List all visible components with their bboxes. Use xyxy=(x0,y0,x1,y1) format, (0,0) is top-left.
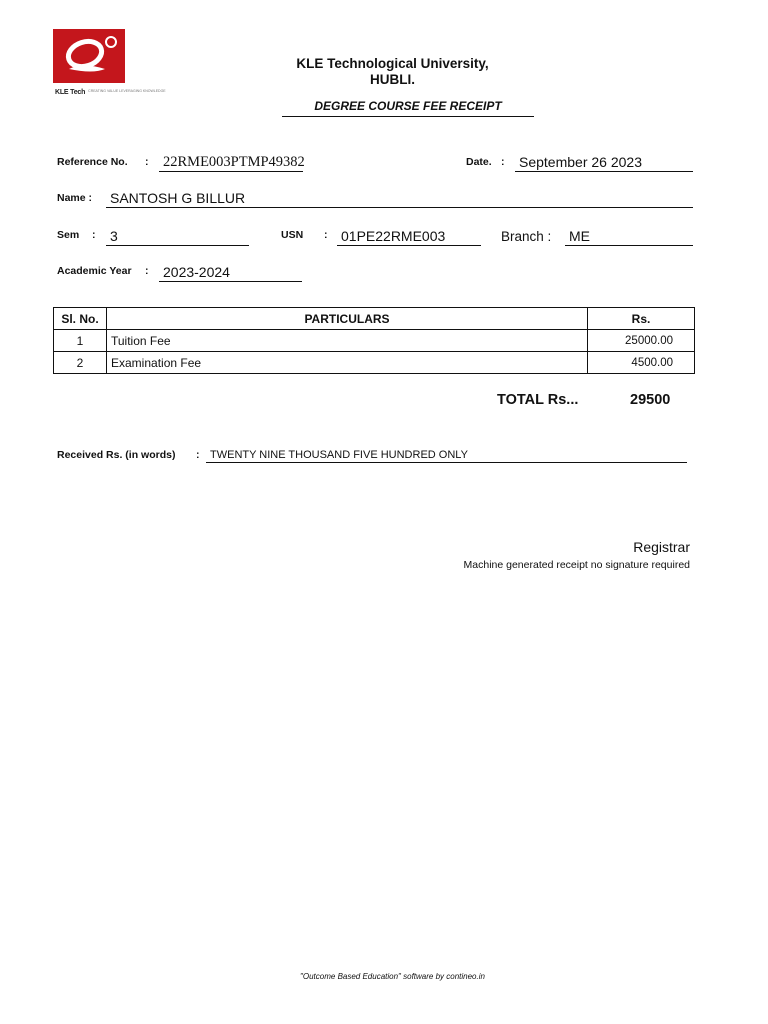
table-row xyxy=(54,352,695,374)
received-separator: : xyxy=(196,449,200,461)
footer-note: "Outcome Based Education" software by contineo.in xyxy=(300,972,485,981)
university-name xyxy=(200,56,585,88)
received-label: Received Rs. (in words) xyxy=(57,449,176,461)
usn-value: 01PE22RME003 xyxy=(337,228,481,246)
total-value: 29500 xyxy=(630,392,671,408)
registrar-label: Registrar xyxy=(633,539,690,555)
academic-year-value: 2023-2024 xyxy=(159,264,302,282)
row-sl-no: 2 xyxy=(54,352,107,374)
machine-generated-note: Machine generated receipt no signature required xyxy=(463,559,690,571)
university-logo xyxy=(53,29,125,83)
table-row xyxy=(54,330,695,352)
header-particulars: PARTICULARS xyxy=(107,308,588,330)
reference-value: 22RME003PTMP49382 xyxy=(159,154,303,172)
sem-separator: : xyxy=(92,229,96,241)
usn-label: USN xyxy=(281,229,304,241)
name-label: Name : xyxy=(57,192,93,204)
branch-value: ME xyxy=(565,228,693,246)
logo-tagline: CREATING VALUE LEVERAGING KNOWLEDGE xyxy=(88,89,166,94)
received-value: TWENTY NINE THOUSAND FIVE HUNDRED ONLY xyxy=(206,448,687,463)
academic-year-separator: : xyxy=(145,265,149,277)
fee-table-header xyxy=(54,308,695,330)
sem-label: Sem xyxy=(57,229,80,241)
q-logo-icon xyxy=(53,29,125,83)
reference-label: Reference No. xyxy=(57,156,128,168)
date-value: September 26 2023 xyxy=(515,154,693,172)
row-particular: Examination Fee xyxy=(107,352,588,374)
row-amount: 25000.00 xyxy=(588,330,695,352)
name-value: SANTOSH G BILLUR xyxy=(106,190,693,208)
academic-year-label: Academic Year xyxy=(57,265,132,277)
row-amount: 4500.00 xyxy=(588,352,695,374)
date-separator: : xyxy=(501,156,505,168)
sem-value: 3 xyxy=(106,228,249,246)
header-sl-no: Sl. No. xyxy=(54,308,107,330)
branch-label: Branch : xyxy=(501,229,552,244)
university-line1: KLE Technological University, xyxy=(296,56,489,71)
logo-caption xyxy=(55,89,166,96)
usn-separator: : xyxy=(324,229,328,241)
reference-separator: : xyxy=(145,156,149,168)
row-sl-no: 1 xyxy=(54,330,107,352)
fee-table xyxy=(53,307,695,374)
receipt-title: DEGREE COURSE FEE RECEIPT xyxy=(282,99,534,117)
header-amount: Rs. xyxy=(588,308,695,330)
date-label: Date. xyxy=(466,156,492,168)
logo-brand: KLE Tech xyxy=(55,89,86,96)
total-label: TOTAL Rs... xyxy=(497,392,579,408)
university-line2: HUBLI. xyxy=(370,72,415,87)
row-particular: Tuition Fee xyxy=(107,330,588,352)
